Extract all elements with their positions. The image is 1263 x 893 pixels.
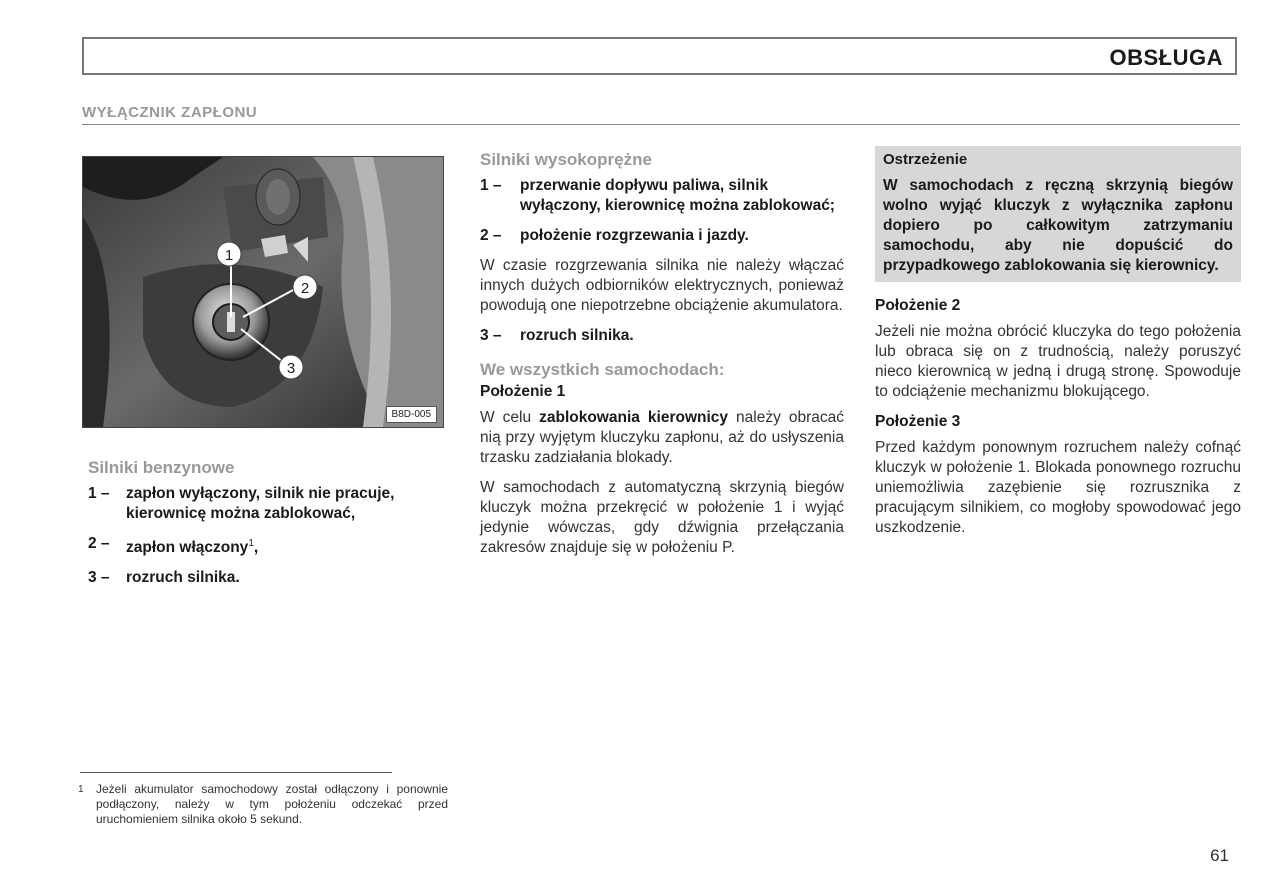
para-text: W celu <box>480 409 540 426</box>
preheating-paragraph: W czasie rozgrzewania silnika nie należy włączać innych dużych odbiorników elektrycznych, ponieważ powodują one niepotrzebne obciążenie akumulatora. <box>480 257 844 314</box>
item-number: 1 – <box>480 177 502 194</box>
section-title: WYŁĄCZNIK ZAPŁONU <box>82 104 258 121</box>
item-text-wrapper <box>126 534 448 558</box>
position-1-title: Położenie 1 <box>480 383 566 400</box>
position-3-paragraph: Przed każdym ponownym rozruchem należy cofnąć kluczyk w położenie 1. Blokada ponownego rozruchu uniemożliwia zazębienie się rozrusznika z pracującym silnikiem, co mogłoby spowodować jego uszkodzenie. <box>875 439 1241 536</box>
header-title: OBSŁUGA <box>1109 45 1223 70</box>
item-text: położenie rozgrzewania i jazdy. <box>520 227 749 244</box>
warning-box <box>875 146 1241 282</box>
steering-lock-paragraph <box>480 408 844 468</box>
list-item <box>88 568 448 588</box>
position-2-title: Położenie 2 <box>875 297 961 314</box>
item-text: zapłon włączony <box>126 539 249 557</box>
list-item <box>480 326 844 346</box>
column-2 <box>480 150 844 568</box>
page-number: 61 <box>1210 846 1229 865</box>
footnote-reference: 1 <box>248 538 254 549</box>
diesel-engines-heading: Silniki wysokoprężne <box>480 150 652 169</box>
list-item <box>480 226 844 246</box>
callout-3-label: 3 <box>286 360 296 377</box>
footnote <box>78 782 448 827</box>
list-item <box>480 176 844 216</box>
header-box <box>82 37 1237 75</box>
automatic-gearbox-paragraph: W samochodach z automatyczną skrzynią biegów kluczyk można przekręcić w położenie 1 i wyjąć jedynie wówczas, gdy dźwignia przełączania zakresów znajduje się w położeniu P. <box>480 479 844 556</box>
footnote-divider <box>80 772 392 773</box>
column-3 <box>875 146 1241 548</box>
item-number: 3 – <box>480 327 502 344</box>
warning-text: W samochodach z ręczną skrzynią biegów wolno wyjąć kluczyk z wyłącznika zapłonu dopiero po całkowitym zatrzymaniu samochodu, aby nie dopuścić do przypadkowego zablokowania się kierownicy. <box>883 177 1233 274</box>
column-1 <box>88 458 448 598</box>
warning-title: Ostrzeżenie <box>883 151 968 168</box>
gasoline-positions-list <box>88 484 448 588</box>
gasoline-engines-heading: Silniki benzynowe <box>88 458 235 477</box>
item-number: 2 – <box>480 227 502 244</box>
footnote-text: Jeżeli akumulator samochodowy został odłączony i ponownie podłączony, należy w tym położeniu odczekać przed uruchomieniem silnika około 5 sekund. <box>96 782 448 826</box>
item-number: 2 – <box>88 535 110 552</box>
footnote-mark: 1 <box>78 784 84 795</box>
diesel-positions-list <box>480 176 844 246</box>
ignition-switch-figure <box>82 156 444 428</box>
item-number: 3 – <box>88 569 110 587</box>
position-3-title: Położenie 3 <box>875 413 961 430</box>
all-cars-heading: We wszystkich samochodach: <box>480 360 725 379</box>
item-text-suffix: , <box>253 539 259 557</box>
para-bold-text: zablokowania kierownicy <box>539 409 729 426</box>
list-item <box>88 484 448 524</box>
callout-2-label: 2 <box>300 280 310 297</box>
item-text: zapłon wyłączony, silnik nie pracuje, kierownicę można zablokować, <box>126 485 395 522</box>
item-text: przerwanie dopływu paliwa, silnik wyłączony, kierownicę można zablokować; <box>520 177 835 214</box>
para-text: należy obracać nią przy wyjętym kluczyku zapłonu, aż do usłyszenia trzasku zadziałania blokady. <box>480 409 845 466</box>
figure-code: B8D-005 <box>386 406 437 423</box>
diesel-positions-list-cont <box>480 326 844 346</box>
item-text: rozruch silnika. <box>520 327 634 344</box>
item-number: 1 – <box>88 485 110 502</box>
item-text: rozruch silnika. <box>126 569 240 587</box>
position-2-paragraph: Jeżeli nie można obrócić kluczyka do tego położenia lub obraca się on z trudnością, należy poruszyć nieco kierownicą w jedną i drugą stronę. Spowoduje to odciążenie mechanizmu blokującego. <box>875 323 1241 400</box>
ignition-illustration <box>83 157 443 427</box>
section-divider <box>82 124 1240 125</box>
callout-1-label: 1 <box>224 247 234 264</box>
list-item <box>88 534 448 558</box>
